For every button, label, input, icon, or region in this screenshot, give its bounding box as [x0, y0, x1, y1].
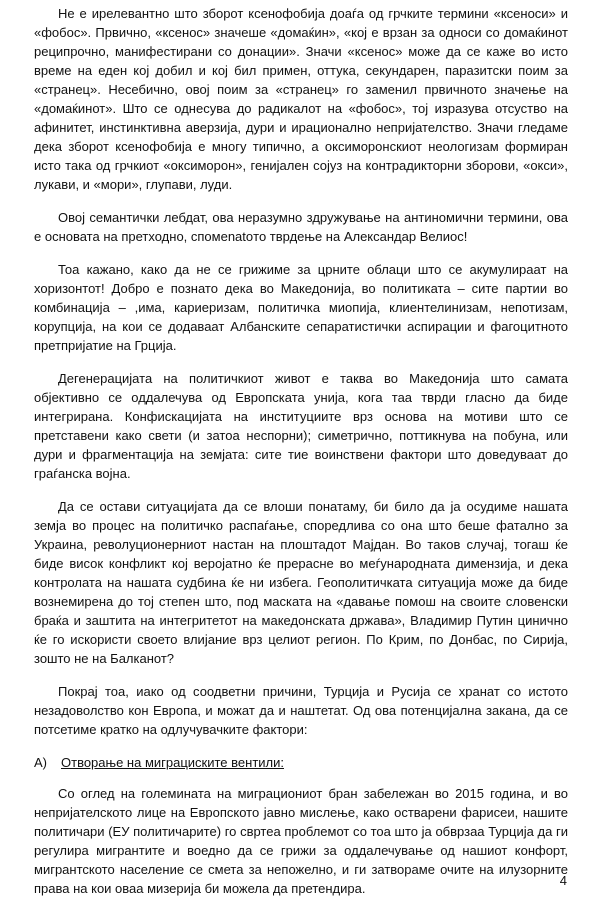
page-number: 4: [559, 873, 567, 888]
paragraph-ukraine-comparison: Да се остави ситуацијата да се влоши понатаму, би било да ја осудиме нашата земја во процес на политичко распаѓање, споредлива со она што беше фатално за Украина, револуционерниот настан на плоштадот Мајдан. Во таков случај, тогаш ќе биде висок конфликт кој веројатно ќе прерасне во меѓународната димензија, и дека контролата на нашата судбина ќе ни избега. Геополитичката ситуација може да биде вознемирена до тој степен што, под маската на «давање помош на своите словенски браќа и заштита на интегритетот на македонската држава», Владимир Путин цинично ќе го искористи своето влијание врз целиот регион. По Крим, по Донбас, по Сирија, зошто не на Балканот?: [34, 499, 568, 666]
section-title: Отворање на миграциските вентили:: [61, 755, 284, 770]
section-heading: [34, 753, 568, 772]
paragraph-political-clouds: Тоа кажано, како да не се грижиме за црните облаци што се акумулираат на хоризонтот! Добро е познато дека во Македонија, во политиката – сите партии во комбинација – ,има, кариеризам, политичка миопија, клиентелинизам, непотизам, корупција, на кои се додаваат Албанските сепаратистички аспирации и фагоцитното претпријатие на Грција.: [34, 262, 568, 353]
section-letter: А): [34, 755, 47, 770]
paragraph-political-degeneration: Дегенерацијата на политичкиот живот е таква во Македонија што самата објективно се оддалечува од Европската унија, кога таа тврди гласно да биде интегрирана. Конфискацијата на институциите врз основа на мотиви што се претставени како свети (и затоа неспорни); симетрично, поттикнува на побуна, или дури и фрагментација на земјата: сите тие воинствени фактори што доведуваат до граѓанска војна.: [34, 371, 568, 481]
paragraph-semantic-drift: Овој семантички лебдат, ова неразумно здружување на антиномични термини, ова е основата на претходно, спомenatoто тврдење на Александар Велиос!: [34, 210, 568, 244]
document-page: [34, 4, 568, 912]
paragraph-migration-wave: Со оглед на големината на миграциониот бран забележан во 2015 година, и во непријателското лице на Европското јавно мислење, како остварени фарисеи, нашите политичари (ЕУ политичарите) го свртеа проблемот со тоа што ја обврзаа Турција да ги регулира мигрантите и воедно да се грижи за оддалечување од нашиот конфорт, мигрантското население се смета за непожелно, и ги затвораме очите на илузорните права на кои оваа мизерија би можела да претендира.: [34, 786, 568, 896]
paragraph-xenophobia-etymology: Не е ирелевантно што зборот ксенофобија доаѓа од грчките термини «ксеноси» и «фобос». Првично, «ксенос» значеше «домаќин», «кој е врзан за односи со домаќинот реципрочно, манифестирани со донации». Значи «ксенос» може да се каже во исто време на еден кој добил и кој бил примен, оттука, секундарен, паразитски поим за «странец». Несебично, овој поим за «странец» го заменил првичното значење на «домаќинот». Што се однесува до радикалот на «фобос», тој изразува отсуство на афинитет, инстинктивна аверзија, дури и ирационално непријателство. Значи гледаме дека зборот ксенофобија е многу типично, а оксиморонскиот неологизам формиран исто така од грчкиот «оксиморон», генијален сојуз на контрадикторни зборови, «окси», лукави, и «мори», глупави, луди.: [34, 6, 568, 192]
paragraph-turkey-russia: Покрај тоа, иако од соодветни причини, Турција и Русија се хранат со истото незадоволство кон Европа, и можат да и наштетат. Од ова потенцијална закана, да се потсетиме кратко на одлучувачките фактори:: [34, 684, 568, 737]
